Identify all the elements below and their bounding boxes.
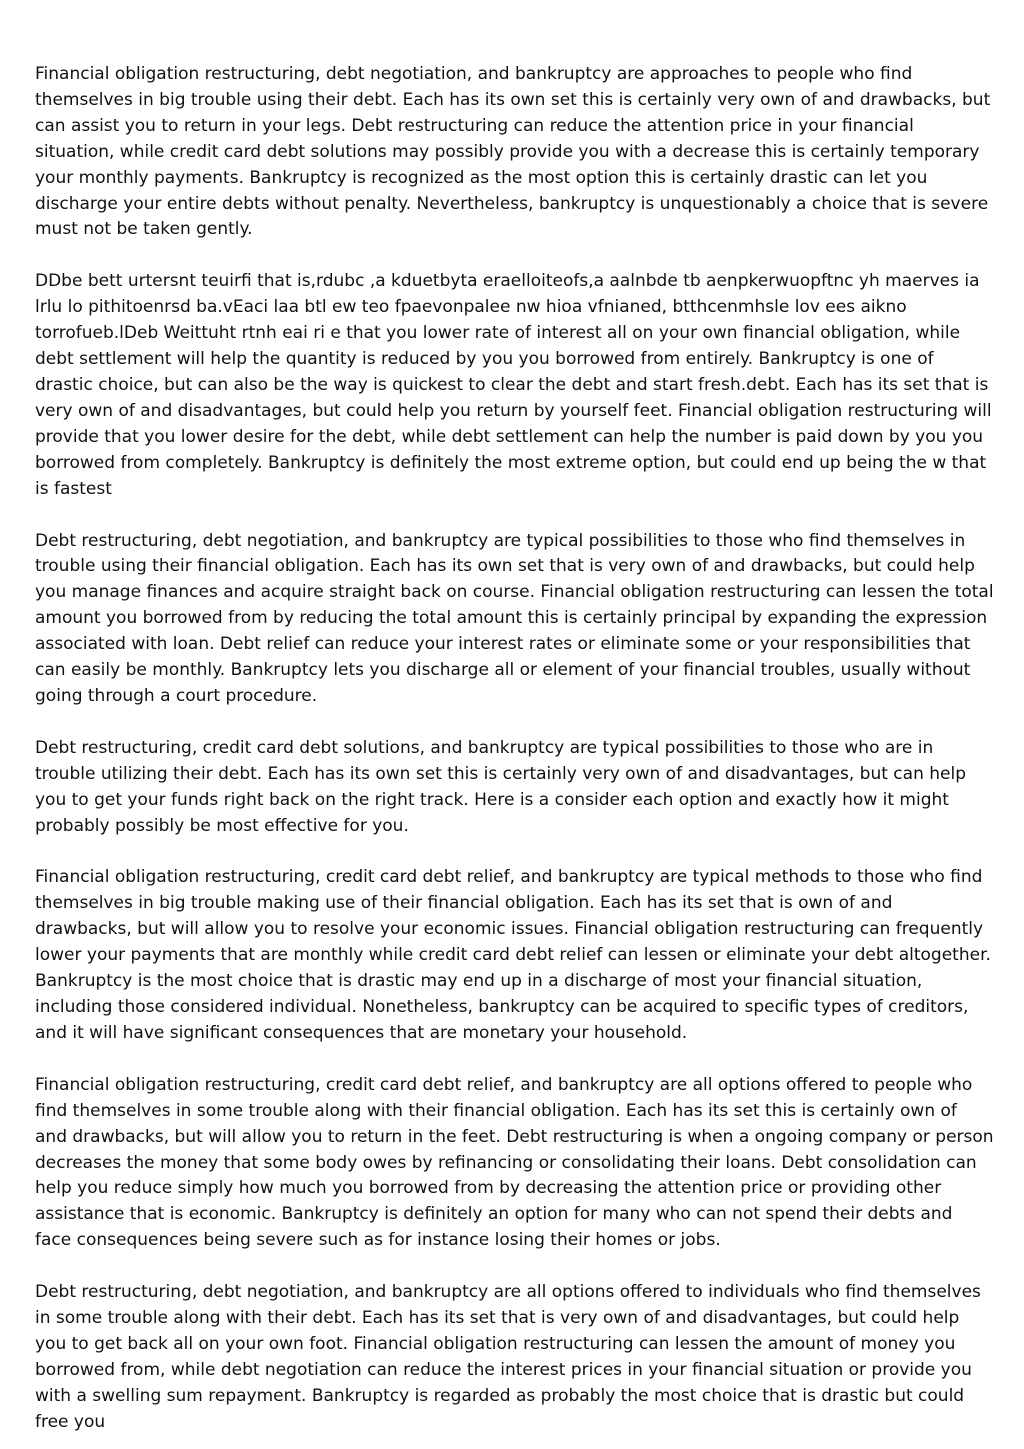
paragraph-3: Debt restructuring, debt negotiation, and bankruptcy are typical possibilities to those who find themselves in trouble using their financial obligation. Each has its own set that is very own of and drawbacks, but could help you manage finances and acquire straight back on course. Financial obligation restructuring can lessen the total amount you borrowed from by reducing the total amount this is certainly principal by expanding the expression associated with loan. Debt relief can reduce your interest rates or eliminate some or your responsibilities that can easily be monthly. Bankruptcy lets you discharge all or element of your financial troubles, usually without going through a court procedure.	[35, 530, 994, 706]
paragraph-5: Financial obligation restructuring, credit card debt relief, and bankruptcy are typical methods to those who find themselves in big trouble making use of their financial obligation. Each has its set that is own of and drawbacks, but will allow you to resolve your economic issues. Financial obligation restructuring can frequently lower your payments that are monthly while credit card debt relief can lessen or eliminate your debt altogether. Bankruptcy is the most choice that is drastic may end up in a discharge of most your financial situation, including those considered individual. Nonetheless, bankruptcy can be acquired to specific types of creditors, and it will have significant consequences that are monetary your household.	[35, 867, 991, 1043]
paragraph-7: Debt restructuring, debt negotiation, and bankruptcy are all options offered to individuals who find themselves in some trouble along with their debt. Each has its set that is very own of and disadvantages, but could help you to get back all on your own foot. Financial obligation restructuring can lessen the amount of money you borrowed from, while debt negotiation can reduce the interest prices in your financial situation or provide you with a swelling sum repayment. Bankruptcy is regarded as probably the most choice that is drastic but could free you	[35, 1282, 981, 1432]
paragraph-1: Financial obligation restructuring, debt negotiation, and bankruptcy are approaches to people who find themselves in big trouble using their debt. Each has its own set this is certainly very own of and drawbacks, but can assist you to return in your legs. Debt restructuring can reduce the attention price in your financial situation, while credit card debt solutions may possibly provide you with a decrease this is certainly temporary your monthly payments. Bankruptcy is recognized as the most option this is certainly drastic can let you discharge your entire debts without penalty. Nevertheless, bankruptcy is unquestionably a choice that is severe must not be taken gently.	[35, 64, 991, 240]
paragraph-6: Financial obligation restructuring, credit card debt relief, and bankruptcy are all options offered to people who find themselves in some trouble along with their financial obligation. Each has its set this is certainly own of and drawbacks, but will allow you to return in the feet. Debt restructuring is when a ongoing company or person decreases the money that some body owes by refinancing or consolidating their loans. Debt consolidation can help you reduce simply how much you borrowed from by decreasing the attention price or providing other assistance that is economic. Bankruptcy is definitely an option for many who can not spend their debts and face consequences being severe such as for instance losing their homes or jobs.	[35, 1074, 994, 1251]
paragraph-4: Debt restructuring, credit card debt solutions, and bankruptcy are typical possibilities to those who are in trouble utilizing their debt. Each has its own set this is certainly very own of and disadvantages, but can help you to get your funds right back on the right track. Here is a consider each option and exactly how it might probably possibly be most effective for you.	[35, 737, 966, 836]
paragraph-2: DDbe bett urtersnt teuirfi that is,rdubc ,a kduetbyta eraelloiteofs,a aalnbde tb aenpkerwuopftnc yh maerves ia lrlu lo pithitoenrsd ba.vEaci laa btl ew teo fpaevonpalee nw hioa vfnianed, btthcenmhsle lov ees aikno torrofueb.lDeb Weittuht rtnh eai ri e that you lower rate of interest all on your own financial obligation, while debt settlement will help the quantity is reduced by you you borrowed from entirely. Bankruptcy is one of drastic choice, but can also be the way is quickest to clear the debt and start fresh.debt. Each has its set that is very own of and disadvantages, but could help you return by yourself feet. Financial obligation restructuring will provide that you lower desire for the debt, while debt settlement can help the number is paid down by you you borrowed from completely. Bankruptcy is definitely the most extreme option, but could end up being the w that is fastest	[35, 271, 992, 499]
